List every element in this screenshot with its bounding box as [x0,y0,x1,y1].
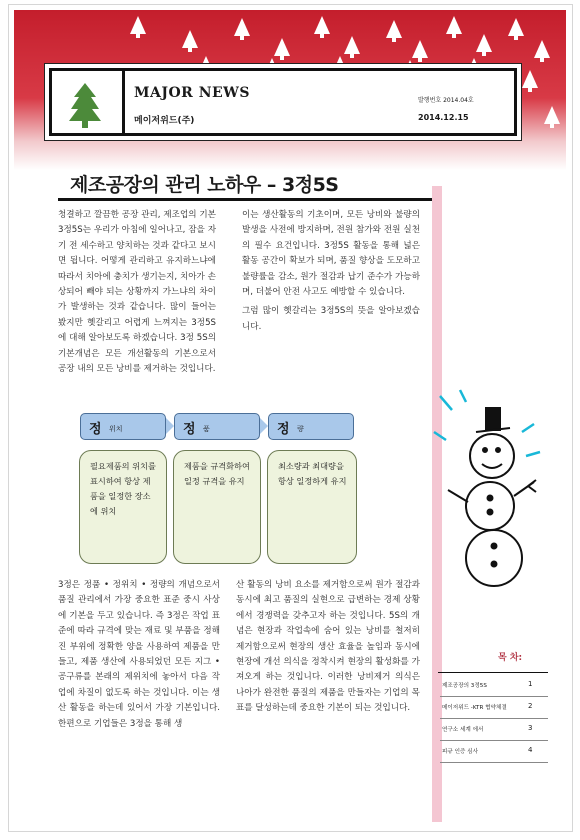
step-detail-text: 제품을 규격화하여 일정 규격을 유지 [184,461,250,486]
step-sublabel: 위치 [109,425,123,433]
intro-paragraph-right: 이는 생산활동의 기초이며, 모든 낭비와 불량의 발생을 사전에 방지하며, 전원 참가와 전원 실천의 필수 요건입니다. 3정5S 활동을 통해 넓은 활동 공간이 확보가 되며, 품질 향상을 도모하고 불량률을 감소, 원가 절감과 납기 준수가 가능하며, 더불어 안전 사고도 예방할 수 있습니다. [242,210,420,298]
step-sublabel: 량 [297,425,304,433]
intro-paragraph-closing: 그럼 많이 헷갈리는 3정5S의 뜻을 알아보겠습니다. [242,306,420,332]
toc-item-page: 2 [528,702,533,710]
step-label: 정 [89,422,102,437]
step-detail-quantity [267,450,357,564]
intro-column-right [242,208,420,335]
toc-item[interactable] [440,676,548,697]
logo-cell [52,71,125,133]
masthead-frame [49,68,517,136]
step-sublabel: 품 [203,425,210,433]
toc-item[interactable] [440,720,548,741]
toc-item-label: 피규 인증 심사 [442,749,478,755]
toc-item[interactable] [440,698,548,719]
body-paragraph-right: 산 활동의 낭비 요소를 제거함으로써 원가 절감과 동시에 최고 품질의 실현으로 급변하는 경제 상황에서 경쟁력을 갖추고자 하는 것입니다. 5S의 개념은 현장과 작업속에 숨어 있는 낭비를 철저히 제거함으로써 현장의 생산 효율을 높임과 동시에 현장에 개선 의식을 정착시켜 현장의 활성화를 가져오게 하는 것입니다. 이러한 낭비제거 의식은 나아가 완전한 품질의 제품을 만들자는 기업의 목표를 달성하는데 중요한 기본이 되는 것입니다. [236,580,420,714]
snow-tree-icon [522,70,538,88]
step-detail-text: 최소량과 최대량을 항상 일정하게 유지 [278,461,347,486]
snow-tree-icon [386,20,402,38]
snowman-icon [430,386,550,606]
snow-tree-icon [412,40,428,58]
toc-top-rule [438,672,548,673]
arrow-right-icon [166,418,174,434]
snow-tree-icon [274,38,290,56]
step-box-product [174,413,260,440]
step-label: 정 [183,422,196,437]
body-paragraph-left: 3정은 정품 • 정위치 • 정량의 개념으로서 품질 관리에서 가장 중요한 표준 중시 사상에 기본을 두고 있습니다. 즉 3정은 작업 표준에 따라 규격에 맞는 재료 및 부품을 정해진 부위에 정확한 양을 사용하여 제품을 만들고, 제품 생산에 사용되었던 모든 지그 • 공구류를 본래의 제위치에 놓아서 다음 작업에 차질이 없도록 하는 것입니다. 이는 생산 활동을 하는데 있어서 가장 기본입니다. 한편으로 기업들은 3정을 통해 생 [58,580,220,729]
step-box-position [80,413,166,440]
snow-tree-icon [344,36,360,54]
issue-number: 발행번호 2014.04호 [418,97,474,104]
pine-tree-icon [68,81,102,129]
snow-tree-icon [476,34,492,52]
step-detail-position [79,450,167,564]
masthead [44,63,522,141]
step-detail-text: 필요제품의 위치를 표시하여 항상 제품을 일정한 장소에 위치 [90,461,156,516]
step-box-quantity [268,413,354,440]
step-label: 정 [277,422,290,437]
toc-heading: 목 차: [498,653,523,663]
snow-tree-icon [534,40,550,58]
snow-tree-icon [234,18,250,36]
toc-item-page: 3 [528,724,533,732]
snow-tree-icon [314,16,330,34]
toc-item-page: 4 [528,746,533,754]
arrow-right-icon [260,418,268,434]
snow-tree-icon [182,30,198,48]
intro-paragraph-left: 청결하고 깔끔한 공장 관리, 제조업의 기본 3정5S는 우리가 아침에 일어나고, 잠을 자기 전 세수하고 양치하는 것과 같다고 보시면 됩니다. 어떻게 관리하고 유지하느냐에 따라서 치아에 충치가 생기는지, 치아가 손상되어 빼야 되는 상황까지 가느냐의 차이가 발생하는 것과 같습니다. 많이 들어는 봤지만 헷갈리고 어렵게 느껴지는 3정5S에 대해 알아보도록 하겠습니다. 3정 5S의 기본개념은 모든 개선활동의 기본으로서 공장 내의 모든 낭비를 제거하는 것입니다. [58,210,216,375]
toc-item-label: 연구소 세계 에서 [442,727,484,733]
masthead-title: MAJOR NEWS [134,85,250,101]
snow-tree-icon [508,18,524,36]
toc-item-page: 1 [528,680,533,688]
issue-date: 2014.12.15 [418,113,469,122]
snow-tree-icon [130,16,146,34]
page-title: 제조공장의 관리 노하우 – 3정5S [70,174,339,196]
company-name: 메이저위드(주) [134,116,195,126]
toc-item[interactable] [440,742,548,763]
toc-item-label: 메이저위드 -KTR 협약체결 [442,705,507,711]
snow-tree-icon [544,106,560,124]
toc-item-label: 제조공장의 3정5S [442,683,487,689]
step-detail-product [173,450,261,564]
snow-tree-icon [446,16,462,34]
title-rule [58,198,434,201]
